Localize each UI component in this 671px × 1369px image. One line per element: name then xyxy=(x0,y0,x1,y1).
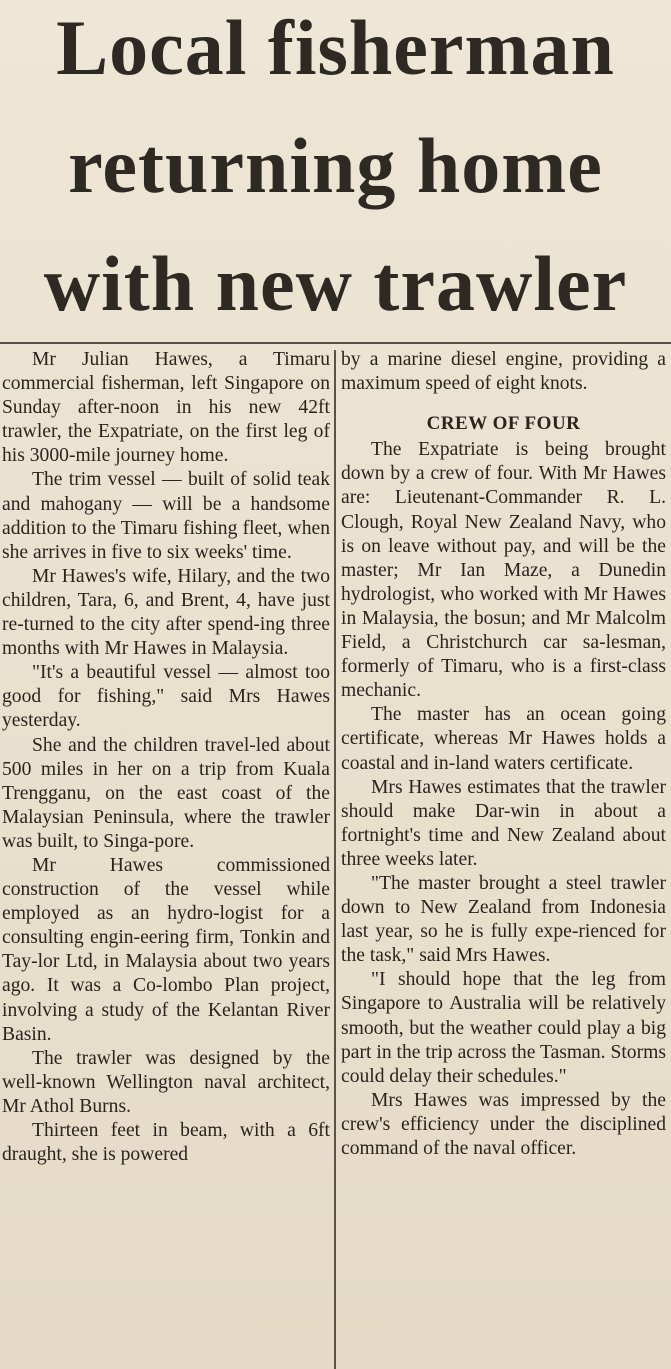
paragraph: The master has an ocean going certificate, whereas Mr Hawes holds a coastal and in-land waters certificate. xyxy=(341,704,666,774)
column-divider xyxy=(334,350,336,1369)
subheading: CREW OF FOUR xyxy=(426,413,581,435)
paragraph: Thirteen feet in beam, with a 6ft draught, she is powered xyxy=(2,1120,330,1166)
headline-rule xyxy=(0,342,671,344)
paragraph: Mr Julian Hawes, a Timaru commercial fisherman, left Singapore on Sunday after-noon in his new 42ft trawler, the Expatriate, on the first leg of his 3000-mile journey home. xyxy=(2,349,330,467)
paragraph: Mrs Hawes estimates that the trawler should make Dar-win in about a fortnight's time and New Zealand about three weeks later. xyxy=(341,776,666,870)
headline xyxy=(0,0,671,332)
paragraph: Mr Hawes commissioned construction of the vessel while employed as an hydro-logist for a consulting engin-eering firm, Tonkin and Tay-lor Ltd, in Malaysia about two years ago. It was a Co-lombo Plan project, involving a study of the Kelantan River Basin. xyxy=(2,854,330,1045)
paragraph: The trim vessel — built of solid teak and mahogany — will be a handsome addition to the Timaru fishing fleet, when she arrives in five to six weeks' time. xyxy=(2,469,330,563)
paragraph: Mr Hawes's wife, Hilary, and the two children, Tara, 6, and Brent, 4, have just re-turned to the city after spend-ing three months with Mr Hawes in Malaysia. xyxy=(2,565,330,660)
paragraph: Mrs Hawes was impressed by the crew's efficiency under the disciplined command of the naval officer. xyxy=(341,1089,666,1159)
paragraph: "The master brought a steel trawler down to New Zealand from Indonesia last year, so he is fully expe-rienced for the task," said Mrs Hawes. xyxy=(341,872,666,967)
paragraph: She and the children travel-led about 500 miles in her on a trip from Kuala Trengganu, on the east coast of the Malaysian Peninsula, where the trawler was built, to Singa-pore. xyxy=(2,734,330,852)
paragraph-continuation: by a marine diesel engine, providing a maximum speed of eight knots. xyxy=(341,349,666,395)
paragraph: The trawler was designed by the well-known Wellington naval architect, Mr Athol Burns. xyxy=(2,1047,330,1117)
article-column-left xyxy=(2,348,330,1167)
headline-line-1: Local fisherman xyxy=(56,4,615,91)
paragraph: "I should hope that the leg from Singapore to Australia will be relatively smooth, but the weather could play a big part in the trip across the Tasman. Storms could delay their schedules." xyxy=(341,969,666,1087)
article-column-right xyxy=(341,348,666,1161)
headline-line-3: with new trawler xyxy=(43,240,628,327)
headline-line-2: returning home xyxy=(68,122,603,209)
paragraph: The Expatriate is being brought down by a crew of four. With Mr Hawes are: Lieutenant-Commander R. L. Clough, Royal New Zealand Navy, who is on leave without pay, and will be the master; Mr Ian Maze, a Dunedin hydrologist, who worked with Mr Hawes in Malaysia, the bosun; and Mr Malcolm Field, a Christchurch car sa-lesman, formerly of Timaru, who is a first-class mechanic. xyxy=(341,439,666,702)
paragraph: "It's a beautiful vessel — almost too good for fishing," said Mrs Hawes yesterday. xyxy=(2,662,330,732)
